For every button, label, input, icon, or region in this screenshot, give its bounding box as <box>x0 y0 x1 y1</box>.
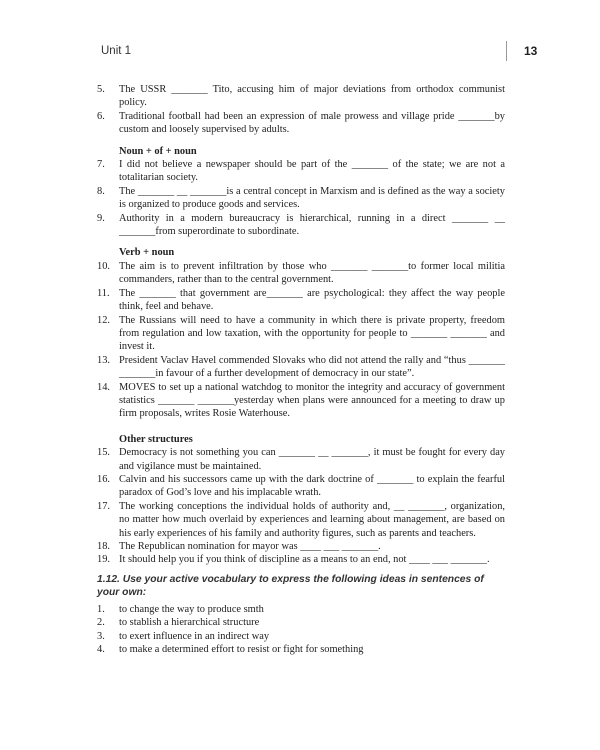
exercise-item <box>97 603 505 616</box>
exercise-item <box>97 83 505 110</box>
item-number: 4. <box>97 644 105 656</box>
item-number: 9. <box>97 212 105 224</box>
item-number: 18. <box>97 541 110 552</box>
item-number: 7. <box>97 159 105 171</box>
item-text: I did not believe a newspaper should be part of the _______ of the state; we are not a totalitarian society. <box>119 159 505 184</box>
heading-noun-of-noun: Noun + of + noun <box>119 145 197 157</box>
exercise-group-4 <box>97 446 505 567</box>
item-number: 13. <box>97 354 110 366</box>
item-text: The _______ __ _______is a central concept in Marxism and is defined as the way a society is organized to produce goods and services. <box>119 185 505 211</box>
exercise-item <box>97 540 505 553</box>
exercise-item <box>97 446 505 473</box>
exercise-group-1 <box>97 83 505 137</box>
exercise-item <box>97 212 505 239</box>
header-divider <box>506 41 507 61</box>
item-text: The USSR _______ Tito, accusing him of major deviations from orthodox communist policy. <box>119 84 505 109</box>
exercise-item <box>97 473 505 500</box>
unit-label: Unit 1 <box>101 45 132 57</box>
exercise-item <box>97 158 505 185</box>
item-number: 14. <box>97 381 110 393</box>
heading-verb-noun: Verb + noun <box>119 247 175 259</box>
heading-other-structures: Other structures <box>119 433 193 445</box>
item-number: 5. <box>97 84 105 95</box>
item-text: The aim is to prevent infiltration by those who _______ _______to former local militia commanders, rather than to the central government. <box>119 260 505 286</box>
item-number: 15. <box>97 447 110 459</box>
item-text: President Vaclav Havel commended Slovaks who did not attend the rally and “thus _______ _______in favour of a further development of democracy in our state”. <box>119 354 505 380</box>
item-number: 8. <box>97 185 105 197</box>
exercise-item <box>97 185 505 212</box>
exercise-item <box>97 110 505 137</box>
exercise-item <box>97 354 505 381</box>
item-number: 2. <box>97 617 105 629</box>
exercise-content <box>97 83 505 656</box>
item-number: 16. <box>97 473 110 485</box>
item-number: 10. <box>97 260 110 272</box>
item-number: 17. <box>97 500 110 512</box>
task-title: 1.12. Use your active vocabulary to express the following ideas in sentences of your own: <box>97 573 484 598</box>
item-text: Democracy is not something you can _______ __ _______, it must be fought for every day and vigilance must be maintained. <box>119 447 505 472</box>
item-text: Authority in a modern bureaucracy is hierarchical, running in a direct _______ __ _______from superordinate to subordinate. <box>119 212 505 238</box>
item-number: 11. <box>97 287 110 299</box>
exercise-group-3 <box>97 260 505 421</box>
item-number: 12. <box>97 314 110 326</box>
exercise-item <box>97 500 505 540</box>
exercise-item <box>97 381 505 421</box>
item-text: to stablish a hierarchical structure <box>119 617 260 629</box>
item-text: The Russians will need to have a community in which there is private property, freedom from regulation and low taxation, with the opportunity for people to _______ _______ and invest it. <box>119 314 505 353</box>
item-text: to make a determined effort to resist or fight for something <box>119 644 364 656</box>
item-text: Traditional football had been an expression of male prowess and village pride _______by custom and loosely supervised by adults. <box>119 110 505 136</box>
item-number: 3. <box>97 630 105 642</box>
item-number: 19. <box>97 554 110 566</box>
item-text: The working conceptions the individual holds of authority and, __ _______, organization, no matter how much overlaid by experiences and learning about management, are based on his early experiences of his family and authority figures, such as parents and teachers. <box>119 500 505 539</box>
item-text: to change the way to produce smth <box>119 603 264 615</box>
exercise-group-5 <box>97 603 505 657</box>
item-text: The Republican nomination for mayor was ____ ___ _______. <box>119 541 381 552</box>
item-text: to exert influence in an indirect way <box>119 630 270 642</box>
item-number: 6. <box>97 110 105 122</box>
item-text: Calvin and his successors came up with the dark doctrine of _______ to explain the fearful paradox of God’s love and his implacable wrath. <box>119 473 505 499</box>
exercise-item <box>97 314 505 354</box>
exercise-item <box>97 287 505 314</box>
exercise-item <box>97 260 505 287</box>
exercise-item <box>97 643 505 656</box>
exercise-item <box>97 630 505 643</box>
page-number: 13 <box>524 44 538 58</box>
exercise-item <box>97 616 505 629</box>
item-text: It should help you if you think of discipline as a means to an end, not ____ ___ _______. <box>119 554 490 566</box>
item-text: MOVES to set up a national watchdog to monitor the integrity and accuracy of government statistics _______ _______yesterday when plans were announced for a meeting to draw up firm proposals, writes Rosie Waterhouse. <box>119 381 505 420</box>
item-number: 1. <box>97 603 105 615</box>
item-text: The _______ that government are_______ are psychological: they affect the way people think, feel and behave. <box>119 287 505 313</box>
exercise-item <box>97 553 505 566</box>
exercise-group-2 <box>97 158 505 238</box>
